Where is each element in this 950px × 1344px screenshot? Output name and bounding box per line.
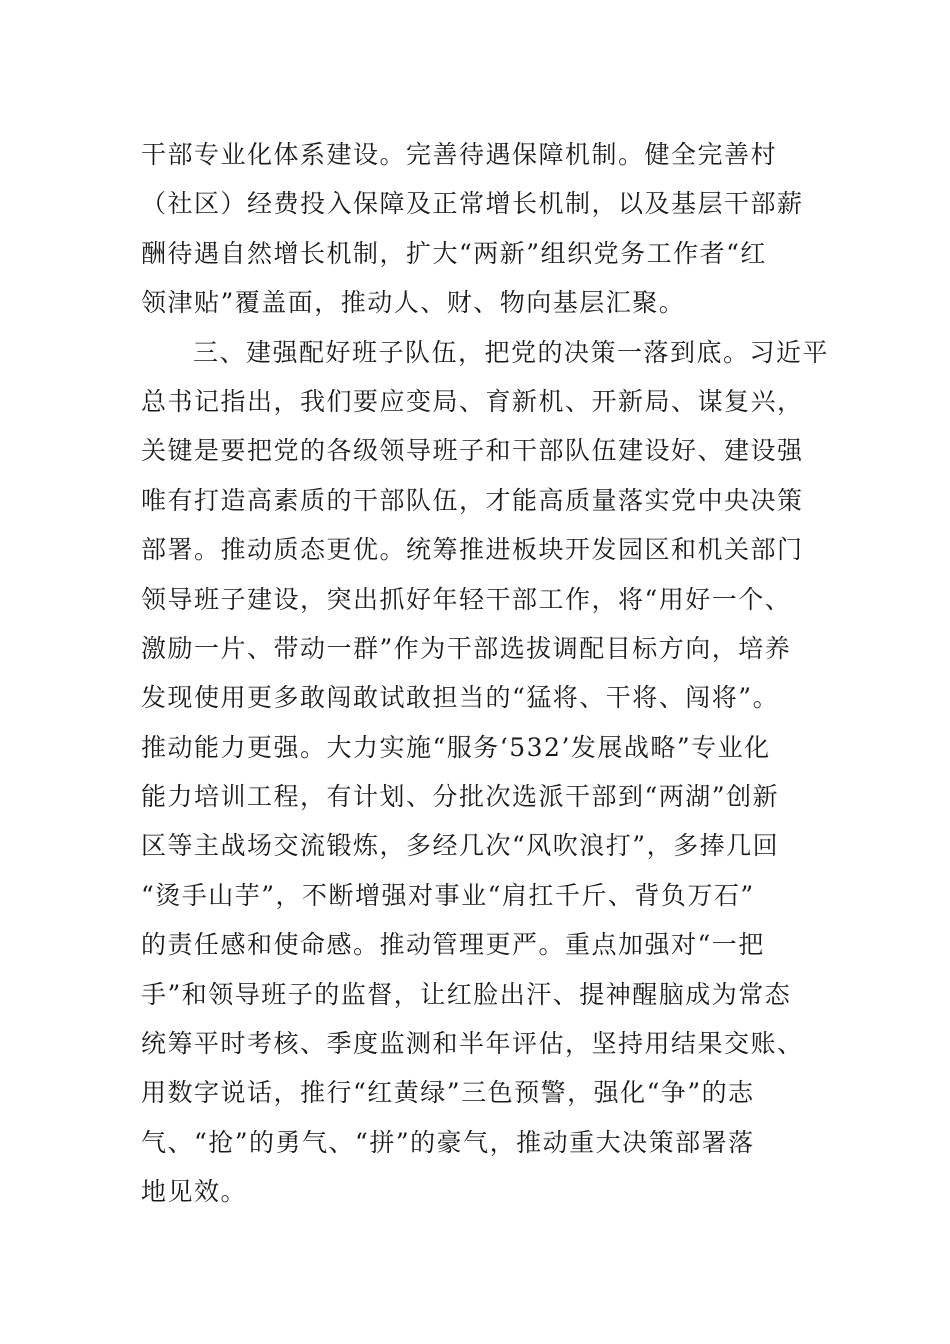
text-line: 领津贴”覆盖面，推动人、财、物向基层汇聚。: [141, 288, 686, 318]
text-line: 部署。推动质态更优。统筹推进板块开发园区和机关部门: [141, 535, 804, 565]
text-line: 领导班子建设，突出抓好年轻干部工作，将“用好一个、: [141, 584, 792, 614]
text-line: 气、“抢”的勇气、“拼”的豪气，推动重大决策部署落: [141, 1127, 755, 1157]
text-line: 酬待遇自然增长机制，扩大“两新”组织党务工作者“红: [141, 238, 767, 268]
text-line: 用数字说话，推行“红黄绿”三色预警，强化“争”的志: [141, 1078, 755, 1108]
text-line: 关键是要把党的各级领导班子和干部队伍建设好、建设强: [141, 436, 804, 466]
text-line: 区等主战场交流锻炼，多经几次“风吹浪打”，多捧几回: [141, 831, 780, 861]
text-line: 的责任感和使命感。推动管理更严。重点加强对“一把: [141, 930, 765, 960]
text-line: 统筹平时考核、季度监测和半年评估，坚持用结果交账、: [141, 1029, 804, 1059]
text-line: 干部专业化体系建设。完善待遇保障机制。健全完善村: [141, 140, 778, 169]
text-line: 推动能力更强。大力实施“服务‘532’发展战略”专业化: [141, 732, 771, 762]
text-line: 能力培训工程，有计划、分批次选派干部到“两湖”创新: [141, 782, 780, 812]
text-line: 唯有打造高素质的干部队伍，才能高质量落实党中央决策: [141, 485, 804, 515]
text-line: 激励一片、带动一群”作为干部选拔调配目标方向，培养: [141, 633, 792, 663]
section-heading-line: 三、建强配好班子队伍，把党的决策一落到底。习近平: [193, 337, 830, 367]
text-line: 发现使用更多敢闯敢试敢担当的“猛将、干将、闯将”。: [141, 683, 780, 713]
text-line: 手”和领导班子的监督，让红脸出汗、提神醒脑成为常态: [141, 979, 792, 1009]
text-line: “烫手山芋”，不断增强对事业“肩扛千斤、背负万石”: [141, 880, 755, 910]
text-line: 总书记指出，我们要应变局、育新机、开新局、谋复兴，: [141, 386, 804, 416]
body-text: [141, 130, 830, 1217]
text-line: （社区）经费投入保障及正常增长机制，以及基层干部薪: [141, 189, 804, 219]
text-line: 地见效。: [141, 1177, 248, 1207]
